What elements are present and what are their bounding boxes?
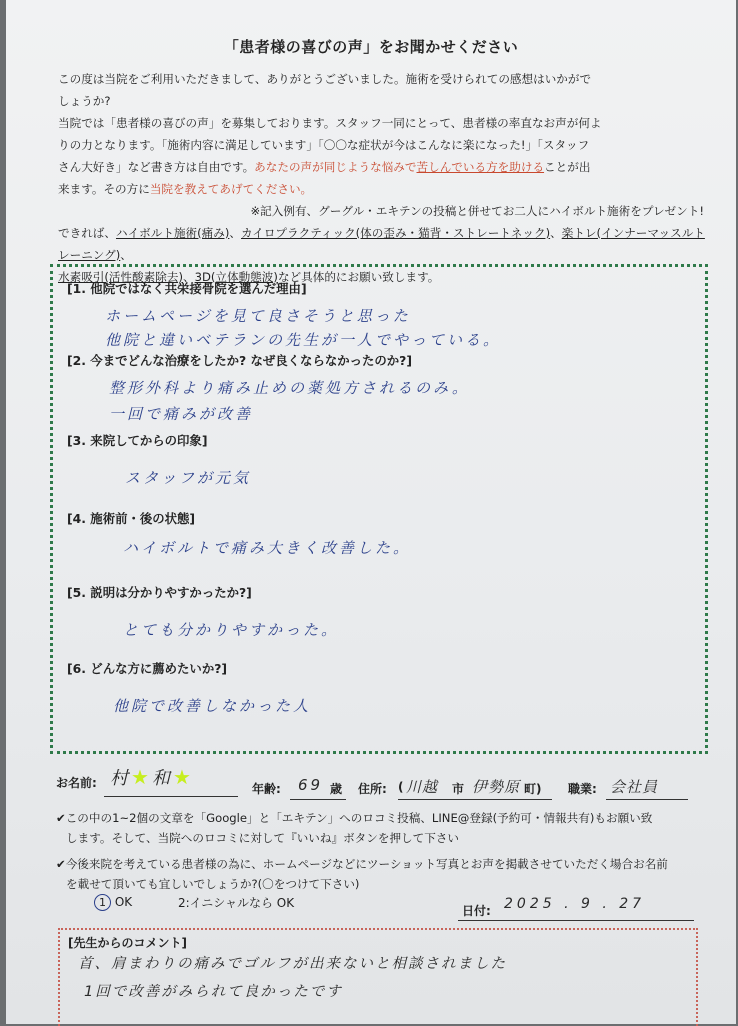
teacher-comment-box [58, 928, 698, 1026]
age-underline [290, 799, 346, 800]
option-ok[interactable]: 1 OK [94, 894, 132, 911]
answer-3: スタッフが元気 [125, 469, 252, 487]
age-label: 年齢: [252, 782, 281, 796]
answer-2-line-2: 一回で痛みが改善 [109, 405, 254, 423]
answer-1-line-1: ホームページを見て良さそうと思った [105, 307, 411, 325]
date-label: 日付: [462, 904, 491, 918]
age-unit: 歳 [330, 782, 343, 796]
address-city: 川越 [406, 778, 439, 796]
intro-text [58, 68, 708, 288]
star-icon: ★ [172, 765, 194, 789]
intro-line: ※記入例有、グーグル・エキテンの投稿と併せてお二人にハイボルト施術をプレゼント! [250, 204, 704, 218]
intro-line: 来ます。その方に当院を教えてあげてください。 [58, 182, 313, 196]
intro-line: しょうか? [58, 94, 111, 108]
question-3-label: [3. 来院してからの印象] [67, 433, 208, 448]
address-town: 伊勢原 [472, 778, 521, 796]
note-line: ✔今後来院を考えている患者様の為に、ホームページなどにツーショット写真とお声を掲載させていただく場合お名前 [56, 857, 668, 871]
job-underline [606, 799, 688, 800]
question-1-label: [1. 他院ではなく共栄接骨院を選んだ理由] [67, 281, 307, 296]
answer-5: とても分かりやすかった。 [123, 621, 340, 639]
comment-title: [先生からのコメント] [68, 936, 187, 950]
date-value: 2025 . 9 . 27 [504, 896, 646, 912]
intro-line: りの力となります。「施術内容に満足しています」「〇〇な症状が今はこんなに楽になった!」「スタッフ [58, 138, 590, 152]
intro-line: できれば、ハイボルト施術(痛み)、カイロプラクティック(体の歪み・猫背・ストレートネック)、楽トレ(インナーマッスルトレーニング)、 [58, 226, 705, 262]
page-title: 「患者様の喜びの声」をお聞かせください [223, 38, 519, 56]
answer-4: ハイボルトで痛み大きく改善した。 [123, 539, 412, 557]
answer-6: 他院で改善しなかった人 [113, 697, 312, 715]
name-label: お名前: [56, 776, 97, 790]
name-underline [104, 796, 238, 797]
question-5-label: [5. 説明は分かりやすかったか?] [67, 585, 252, 600]
job-label: 職業: [568, 782, 597, 796]
address-city-unit: 市 [452, 782, 465, 796]
note-line: します。そして、当院へのロコミに対して『いいね』ボタンを押して下さい [66, 831, 460, 845]
job-value: 会社員 [610, 778, 659, 796]
age-value: 69 [298, 776, 324, 794]
intro-line: この度は当院をご利用いただきまして、ありがとうございました。施術を受けられての感想はいかがで [58, 72, 592, 86]
selected-circle-icon: 1 [94, 894, 111, 911]
address-label: 住所: [358, 782, 387, 796]
notes [56, 808, 706, 894]
survey-sheet [6, 0, 736, 1024]
note-line: を載せて頂いても宜しいでしょうか?(〇をつけて下さい) [66, 877, 360, 891]
address-paren: ( [398, 780, 404, 794]
intro-line: さん大好き」など書き方は自由です。あなたの声が同じような悩みで苦しんでいる方を助けることが出 [58, 160, 591, 174]
answer-2-line-1: 整形外科より痛み止めの薬処方されるのみ。 [109, 379, 470, 397]
address-underline [398, 799, 552, 800]
intro-line: 当院では「患者様の喜びの声」を募集しております。スタッフ一同にとって、患者様の率直なお声が何よ [58, 116, 602, 130]
note-line: ✔この中の1~2個の文章を「Google」と「エキテン」へのロコミ投稿、LINE@登録(予約可・情報共有)もお願い致 [56, 811, 653, 825]
date-underline [458, 920, 694, 921]
star-icon: ★ [131, 765, 152, 789]
answer-1-line-2: 他院と違いベテランの先生が一人でやっている。 [105, 331, 502, 349]
comment-line-1: 首、肩まわりの痛みでゴルフが出来ないと相談されました [78, 956, 507, 972]
intro-line: 水素吸引(活性酸素除去)、3D(立体動態波)など具体的にお願い致します。 [58, 270, 440, 284]
question-4-label: [4. 施術前・後の状態] [67, 511, 196, 526]
address-town-unit: 町) [524, 782, 542, 796]
comment-line-2: 1回で改善がみられて良かったです [84, 984, 343, 1000]
name-value: 村★和★ [110, 765, 194, 789]
question-6-label: [6. どんな方に薦めたいか?] [67, 661, 228, 676]
option-initial[interactable]: 2:イニシャルなら OK [178, 896, 295, 910]
question-2-label: [2. 今までどんな治療をしたか? なぜ良くならなかったのか?] [67, 353, 413, 368]
questions-frame [50, 264, 708, 754]
